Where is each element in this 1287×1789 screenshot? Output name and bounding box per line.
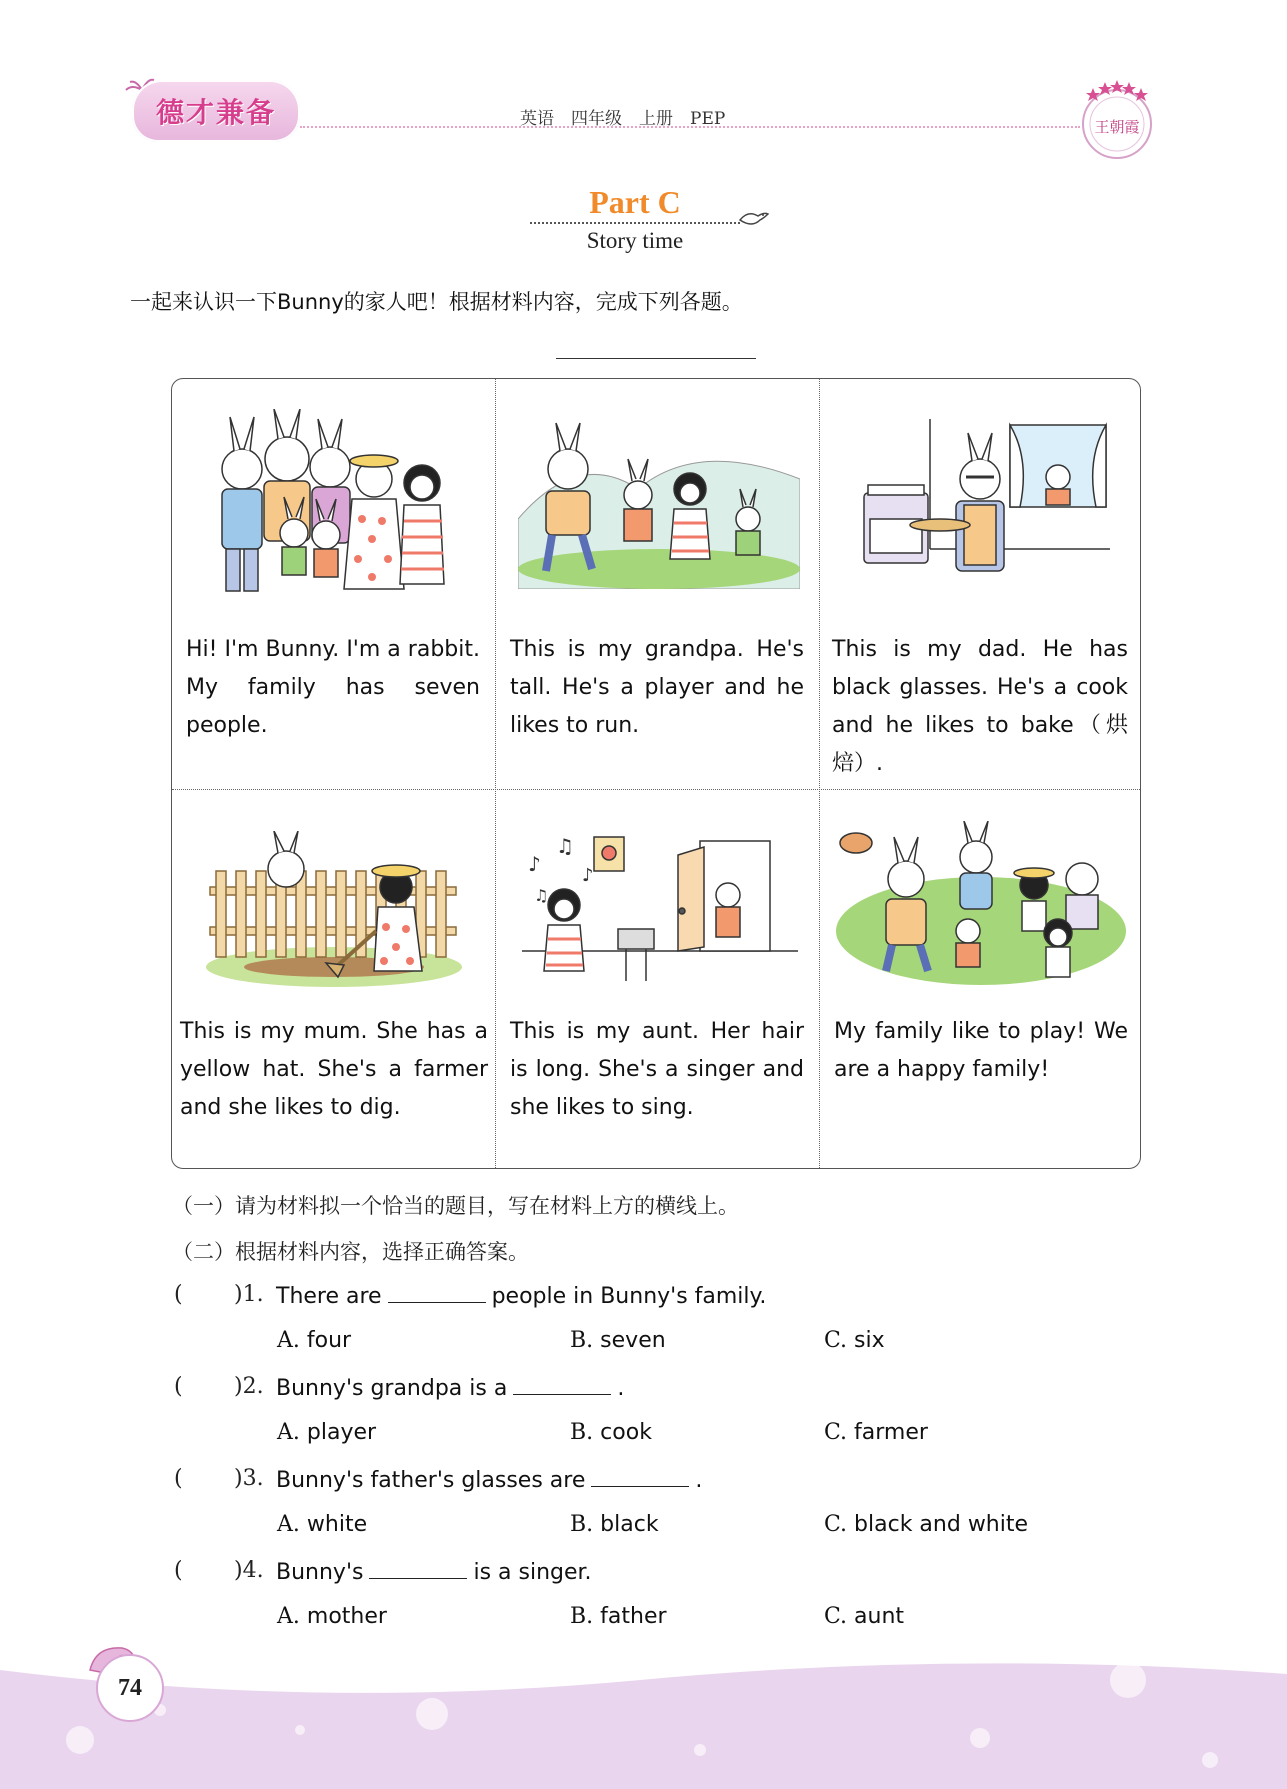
task-2-instruction: （二）根据材料内容，选择正确答案。 [172,1240,529,1264]
question-text: Bunny's father's glasses are [276,1468,586,1493]
question-text: people in Bunny's family. [491,1284,767,1309]
question-number: )2. [234,1374,264,1399]
story-panel-2 [496,379,819,789]
answer-paren[interactable]: ( [174,1466,183,1491]
answer-blank[interactable] [369,1558,467,1579]
question-text: . [617,1376,625,1401]
question-3 [276,1466,702,1493]
svg-text:♪: ♪ [528,852,541,876]
author-seal-icon [1075,78,1159,162]
question-text: Bunny's [276,1560,364,1585]
question-text: There are [276,1284,382,1309]
answer-paren[interactable]: ( [174,1374,183,1399]
brand-logo-text: 德才兼备 [155,96,276,129]
story-panel-6 [820,791,1140,1168]
svg-text:♫: ♫ [534,886,549,905]
grid-divider [172,789,1140,790]
question-4 [276,1558,592,1585]
panel-caption: This is my dad. He has black glasses. He's a cook and he likes to bake（烘焙）. [832,637,1128,776]
story-panel-5 [496,791,819,1168]
svg-text:♫: ♫ [556,834,574,858]
option-b[interactable]: B. father [570,1604,667,1629]
answer-paren[interactable]: ( [174,1282,183,1307]
bird-icon [736,206,772,230]
panel-caption: This is my grandpa. He's tall. He's a player and he likes to run. [510,637,804,738]
option-c[interactable]: C. farmer [824,1420,928,1445]
family-playing-icon [836,821,1126,991]
option-b[interactable]: B. cook [570,1420,652,1445]
answer-blank[interactable] [388,1282,486,1303]
question-text: is a singer. [473,1560,592,1585]
option-b[interactable]: B. black [570,1512,659,1537]
story-panels [171,378,1141,1169]
answer-paren[interactable]: ( [174,1558,183,1583]
instruction-text: 一起来认识一下Bunny的家人吧！根据材料内容，完成下列各题。 [130,290,743,314]
question-number: )4. [234,1558,264,1583]
option-c[interactable]: C. six [824,1328,885,1353]
page-number: 74 [96,1654,164,1722]
aunt-singing-icon [522,831,798,991]
story-panel-1 [172,379,495,789]
panel-caption: My family like to play! We are a happy family! [834,1019,1128,1082]
question-2 [276,1374,624,1401]
task-1-instruction: （一）请为材料拟一个恰当的题目，写在材料上方的横线上。 [172,1194,739,1218]
grandpa-running-icon [518,419,800,589]
option-a[interactable]: A. four [277,1328,352,1353]
part-title: Part C [589,184,681,220]
mum-digging-icon [206,831,462,991]
svg-text:♪: ♪ [582,865,594,886]
panel-caption: This is my aunt. Her hair is long. She's a singer and she likes to sing. [510,1019,804,1120]
seal-text: 王朝霞 [1094,118,1140,136]
question-number: )1. [234,1282,264,1307]
title-answer-line[interactable] [556,358,756,359]
answer-blank[interactable] [513,1374,611,1395]
panel-caption: This is my mum. She has a yellow hat. She's a farmer and she likes to dig. [180,1019,488,1120]
answer-blank[interactable] [591,1466,689,1487]
brand-logo [132,80,300,142]
option-a[interactable]: A. player [277,1420,377,1445]
question-number: )3. [234,1466,264,1491]
question-1 [276,1282,766,1309]
question-text: . [695,1468,703,1493]
footer-wave-decoration [0,1640,1287,1789]
question-text: Bunny's grandpa is a [276,1376,508,1401]
option-c[interactable]: C. aunt [824,1604,905,1629]
title-underline [530,222,740,224]
option-b[interactable]: B. seven [570,1328,666,1353]
dad-baking-icon [860,419,1110,589]
story-panel-4 [172,791,495,1168]
story-panel-3 [820,379,1140,789]
book-info: 英语 四年级 上册 PEP [520,109,726,129]
option-a[interactable]: A. mother [277,1604,387,1629]
family-portrait-icon [212,409,462,599]
panel-caption: Hi! I'm Bunny. I'm a rabbit. My family has seven people. [186,637,480,738]
option-a[interactable]: A. white [277,1512,368,1537]
story-subtitle: Story time [586,228,684,253]
option-c[interactable]: C. black and white [824,1512,1029,1537]
